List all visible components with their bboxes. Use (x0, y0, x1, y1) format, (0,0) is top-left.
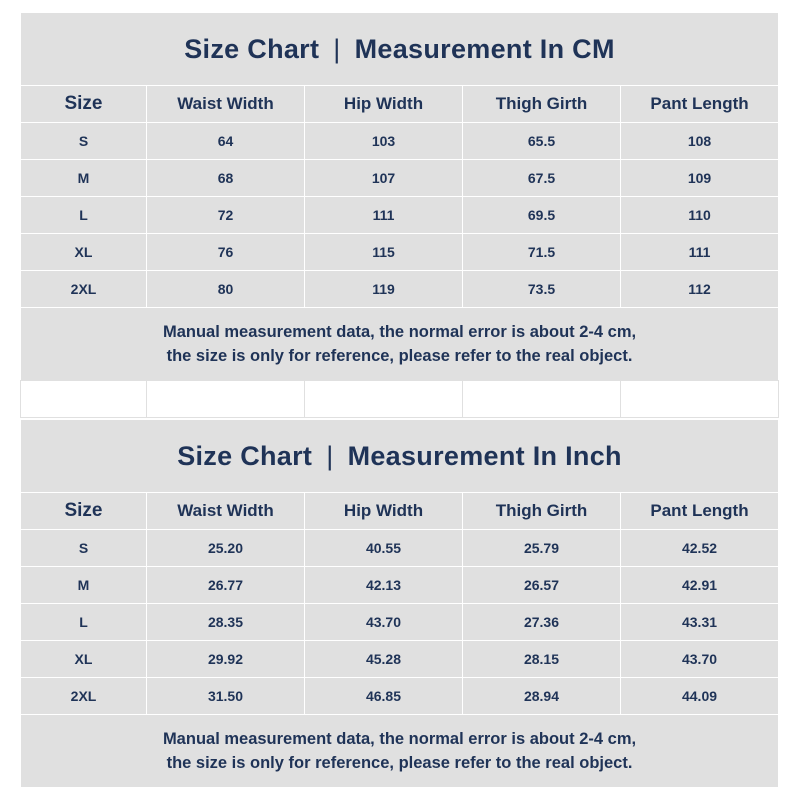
inch-size-table (20, 419, 779, 788)
header-pant-length: Pant Length (621, 493, 779, 530)
cell-hip: 45.28 (305, 641, 463, 678)
cm-size-table (20, 12, 779, 381)
inch-title-left: Size Chart (177, 440, 313, 471)
header-size: Size (21, 493, 147, 530)
cell-waist: 28.35 (147, 604, 305, 641)
cm-chart-title (21, 13, 779, 86)
cell-hip: 107 (305, 160, 463, 197)
cm-title-right: Measurement In CM (354, 33, 615, 64)
cm-title-left: Size Chart (184, 33, 320, 64)
table-row (21, 160, 779, 197)
cell-length: 42.52 (621, 530, 779, 567)
cell-thigh: 65.5 (463, 123, 621, 160)
cell-length: 111 (621, 234, 779, 271)
cell-thigh: 27.36 (463, 604, 621, 641)
header-waist-width: Waist Width (147, 86, 305, 123)
header-thigh-girth: Thigh Girth (463, 86, 621, 123)
cell-waist: 80 (147, 271, 305, 308)
cell-hip: 103 (305, 123, 463, 160)
inch-header-row (21, 493, 779, 530)
cell-length: 108 (621, 123, 779, 160)
cell-length: 44.09 (621, 678, 779, 715)
cm-measurement-note (21, 308, 779, 381)
inch-chart-title (21, 420, 779, 493)
cell-waist: 25.20 (147, 530, 305, 567)
cell-size: XL (21, 641, 147, 678)
cell-thigh: 25.79 (463, 530, 621, 567)
cell-length: 109 (621, 160, 779, 197)
table-row (21, 530, 779, 567)
inch-title-separator: | (326, 440, 334, 471)
inch-measurement-note (21, 715, 779, 788)
cell-hip: 115 (305, 234, 463, 271)
header-thigh-girth: Thigh Girth (463, 493, 621, 530)
cell-waist: 72 (147, 197, 305, 234)
cell-hip: 42.13 (305, 567, 463, 604)
cell-size: M (21, 160, 147, 197)
header-hip-width: Hip Width (305, 86, 463, 123)
cell-size: S (21, 530, 147, 567)
header-pant-length: Pant Length (621, 86, 779, 123)
table-row (21, 567, 779, 604)
cell-hip: 46.85 (305, 678, 463, 715)
cell-waist: 64 (147, 123, 305, 160)
cell-size: L (21, 197, 147, 234)
spacer-row (20, 380, 779, 418)
inch-title-right: Measurement In Inch (347, 440, 622, 471)
cell-thigh: 28.15 (463, 641, 621, 678)
cm-header-row (21, 86, 779, 123)
cell-length: 42.91 (621, 567, 779, 604)
table-row (21, 123, 779, 160)
cell-hip: 40.55 (305, 530, 463, 567)
cell-length: 43.70 (621, 641, 779, 678)
cm-title-separator: | (333, 33, 341, 64)
header-waist-width: Waist Width (147, 493, 305, 530)
cell-hip: 111 (305, 197, 463, 234)
cell-thigh: 73.5 (463, 271, 621, 308)
note-line-2: the size is only for reference, please refer to the real object. (166, 754, 633, 772)
table-row (21, 678, 779, 715)
cell-waist: 29.92 (147, 641, 305, 678)
cell-length: 43.31 (621, 604, 779, 641)
cell-size: M (21, 567, 147, 604)
cell-length: 110 (621, 197, 779, 234)
table-row (21, 271, 779, 308)
cell-thigh: 28.94 (463, 678, 621, 715)
cell-thigh: 71.5 (463, 234, 621, 271)
cell-waist: 31.50 (147, 678, 305, 715)
note-line-1: Manual measurement data, the normal error is about 2-4 cm, (162, 730, 637, 748)
cell-size: L (21, 604, 147, 641)
table-row (21, 234, 779, 271)
cell-size: XL (21, 234, 147, 271)
cell-size: 2XL (21, 678, 147, 715)
cell-size: S (21, 123, 147, 160)
cell-waist: 26.77 (147, 567, 305, 604)
table-row (21, 641, 779, 678)
header-size: Size (21, 86, 147, 123)
cell-thigh: 67.5 (463, 160, 621, 197)
table-row (21, 197, 779, 234)
note-line-1: Manual measurement data, the normal error is about 2-4 cm, (162, 323, 637, 341)
cell-hip: 43.70 (305, 604, 463, 641)
cell-waist: 76 (147, 234, 305, 271)
cell-thigh: 26.57 (463, 567, 621, 604)
cell-thigh: 69.5 (463, 197, 621, 234)
table-row (21, 604, 779, 641)
cell-waist: 68 (147, 160, 305, 197)
note-line-2: the size is only for reference, please refer to the real object. (166, 347, 633, 365)
cell-size: 2XL (21, 271, 147, 308)
cell-hip: 119 (305, 271, 463, 308)
cell-length: 112 (621, 271, 779, 308)
header-hip-width: Hip Width (305, 493, 463, 530)
